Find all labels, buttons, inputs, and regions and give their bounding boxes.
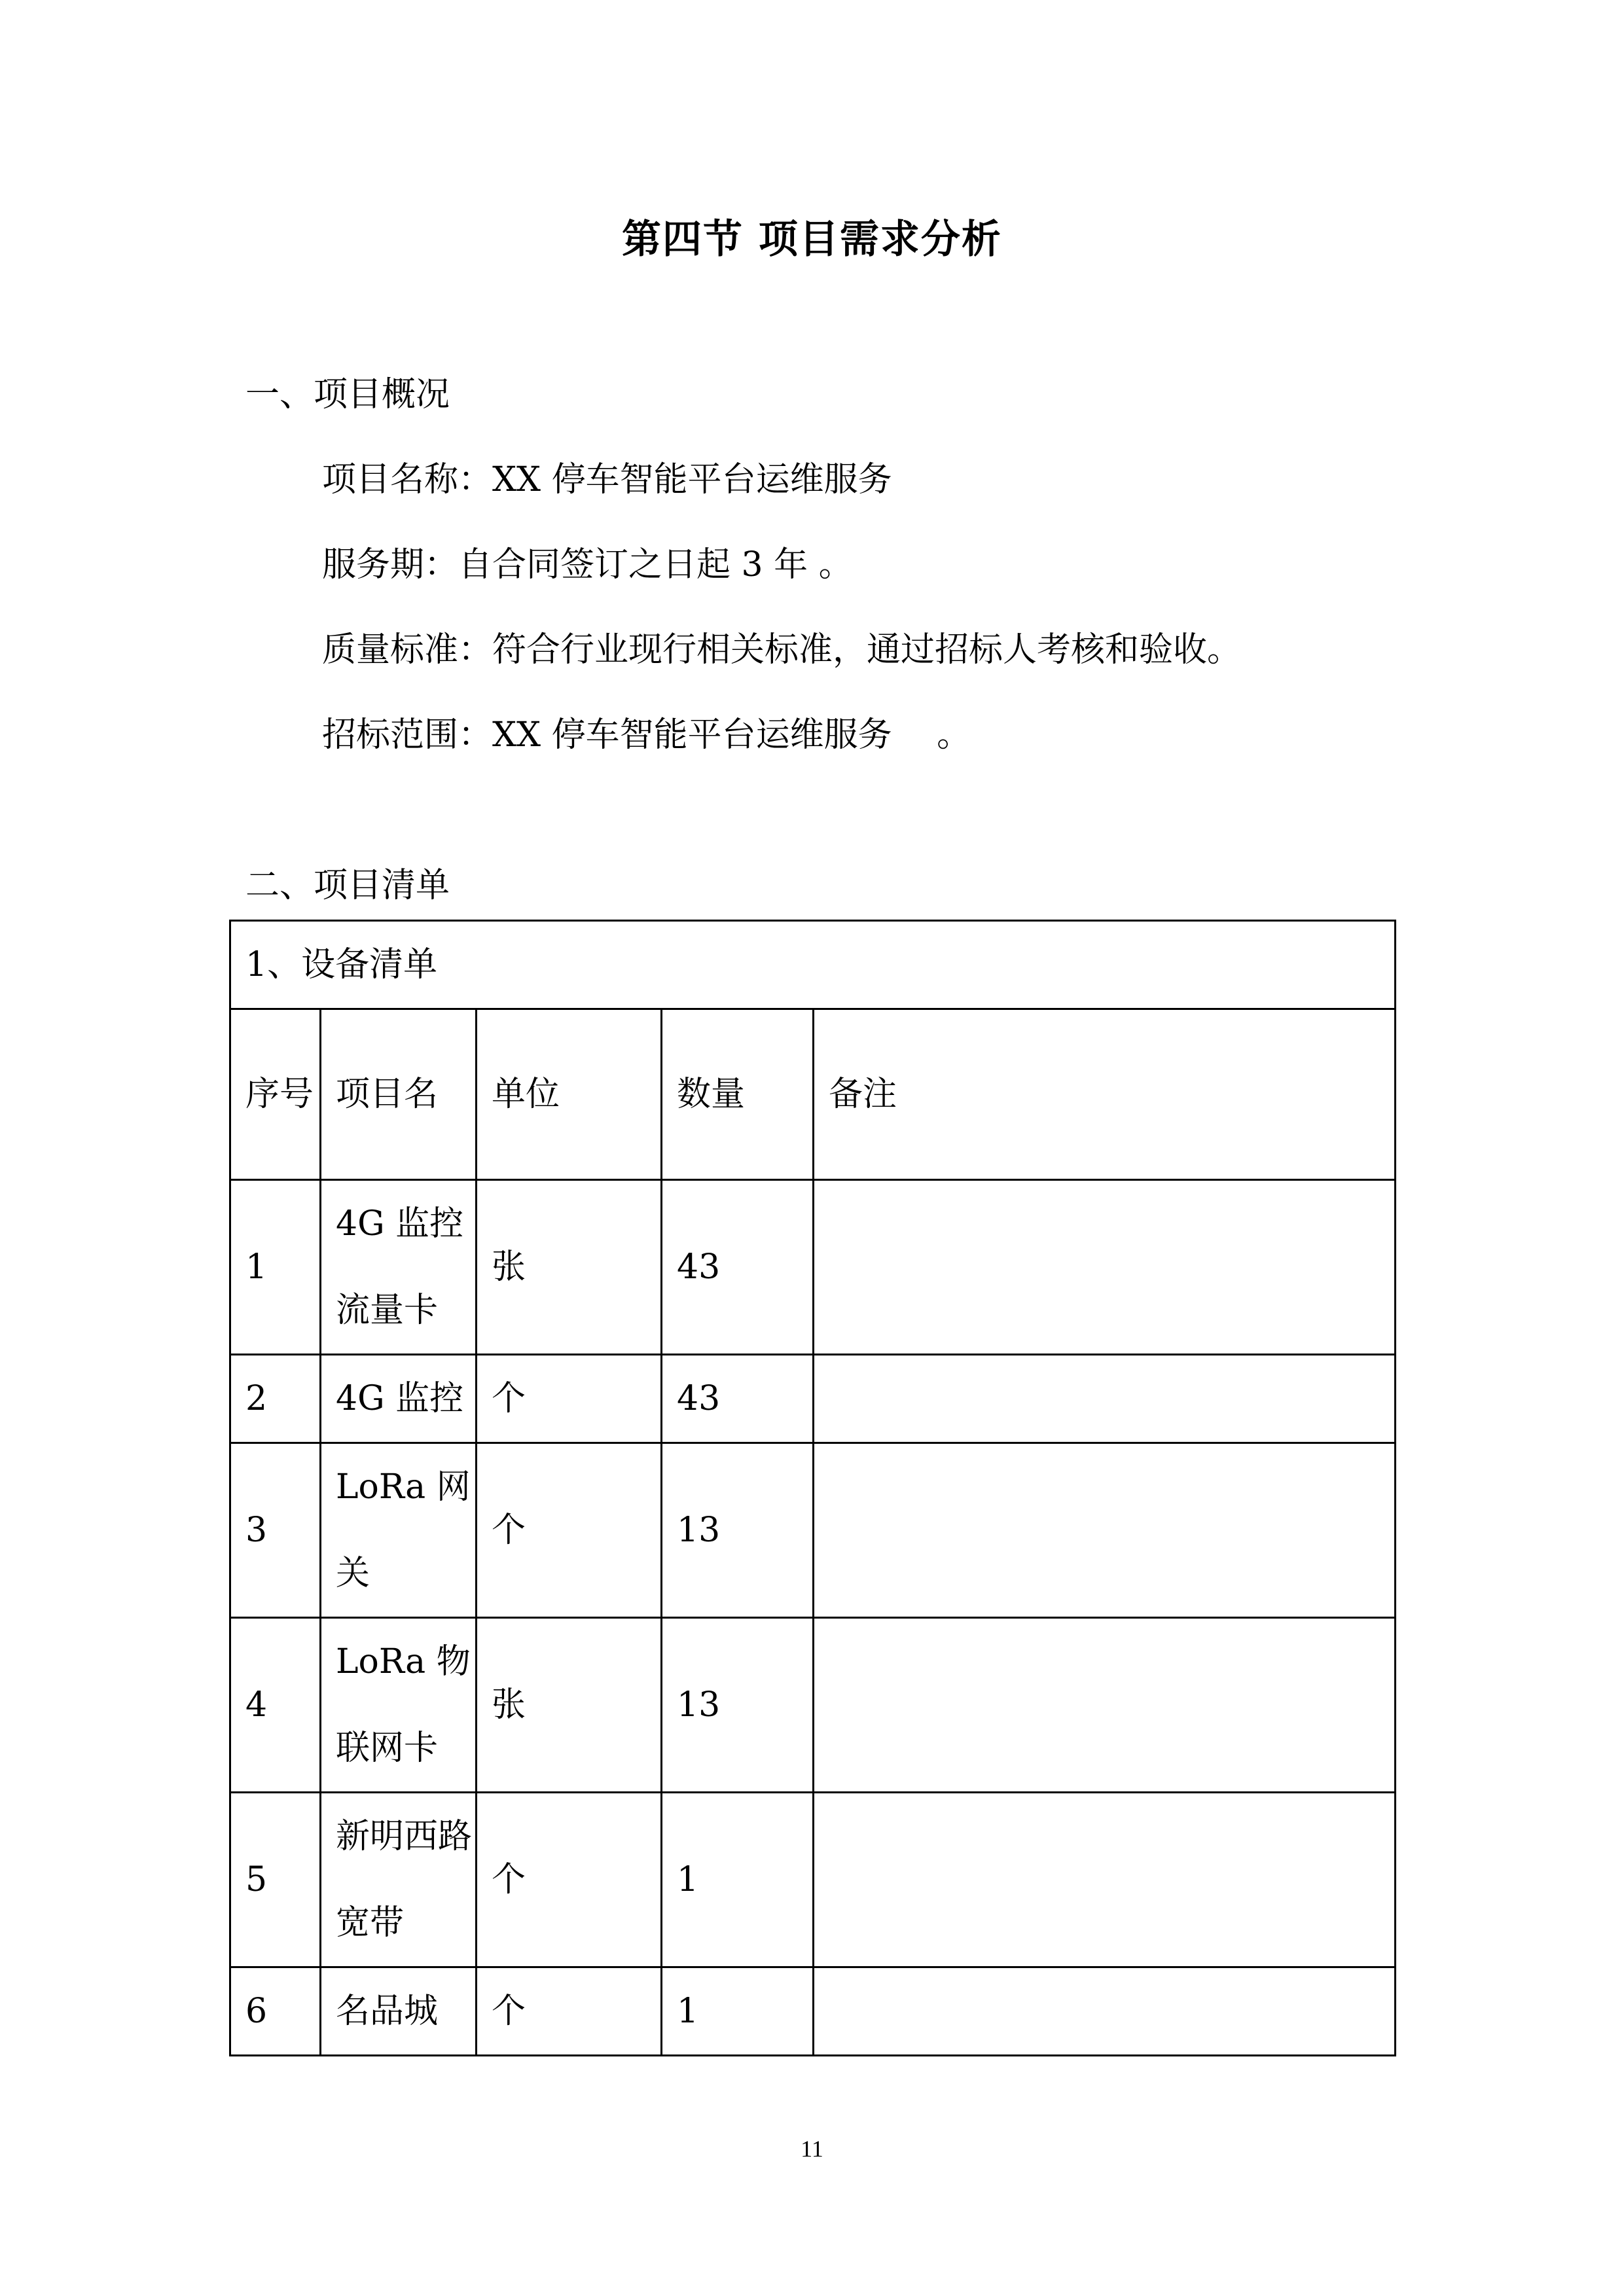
cell-no: 4	[230, 1618, 321, 1793]
cell-unit: 个	[477, 1793, 662, 1967]
service-period-line: 服务期：自合同签订之日起 3 年 。	[322, 545, 853, 584]
header-unit: 单位	[477, 1009, 662, 1180]
cell-unit: 个	[477, 1443, 662, 1618]
table-row	[230, 1355, 1396, 1443]
table-header-row	[230, 1009, 1396, 1180]
cell-note	[814, 1618, 1396, 1793]
header-note: 备注	[814, 1009, 1396, 1180]
header-qty: 数量	[662, 1009, 814, 1180]
cell-qty: 1	[662, 1967, 814, 2056]
header-name: 项目名	[321, 1009, 477, 1180]
cell-name: LoRa 物联网卡	[321, 1618, 477, 1793]
cell-note	[814, 1443, 1396, 1618]
equipment-table	[229, 920, 1396, 2056]
cell-unit: 个	[477, 1355, 662, 1443]
table-row	[230, 1967, 1396, 2056]
table-row	[230, 1443, 1396, 1618]
cell-name: 4G 监控	[321, 1355, 477, 1443]
cell-note	[814, 1180, 1396, 1355]
cell-name: 4G 监控流量卡	[321, 1180, 477, 1355]
section-heading-overview: 一、项目概况	[245, 375, 450, 414]
cell-note	[814, 1355, 1396, 1443]
header-no: 序号	[230, 1009, 321, 1180]
cell-no: 6	[230, 1967, 321, 2056]
cell-name: LoRa 网关	[321, 1443, 477, 1618]
section-heading-list: 二、项目清单	[245, 866, 450, 905]
cell-qty: 13	[662, 1618, 814, 1793]
project-name-line: 项目名称：XX 停车智能平台运维服务	[322, 460, 892, 499]
cell-no: 2	[230, 1355, 321, 1443]
cell-no: 5	[230, 1793, 321, 1967]
cell-qty: 43	[662, 1355, 814, 1443]
cell-unit: 个	[477, 1967, 662, 2056]
cell-name: 名品城	[321, 1967, 477, 2056]
cell-no: 1	[230, 1180, 321, 1355]
cell-qty: 1	[662, 1793, 814, 1967]
cell-unit: 张	[477, 1618, 662, 1793]
table-row	[230, 1180, 1396, 1355]
quality-standard-line: 质量标准：符合行业现行相关标准，通过招标人考核和验收。	[322, 630, 1242, 670]
table-caption-row	[230, 921, 1396, 1009]
cell-note	[814, 1793, 1396, 1967]
cell-qty: 43	[662, 1180, 814, 1355]
cell-qty: 13	[662, 1443, 814, 1618]
cell-unit: 张	[477, 1180, 662, 1355]
table-row	[230, 1793, 1396, 1967]
page-number: 11	[801, 2136, 823, 2162]
cell-note	[814, 1967, 1396, 2056]
cell-name: 新明西路宽带	[321, 1793, 477, 1967]
cell-no: 3	[230, 1443, 321, 1618]
page-title: 第四节 项目需求分析	[622, 217, 1002, 262]
table-row	[230, 1618, 1396, 1793]
table-caption: 1、设备清单	[230, 921, 1396, 1009]
bid-scope-line: 招标范围：XX 停车智能平台运维服务 。	[322, 715, 971, 755]
